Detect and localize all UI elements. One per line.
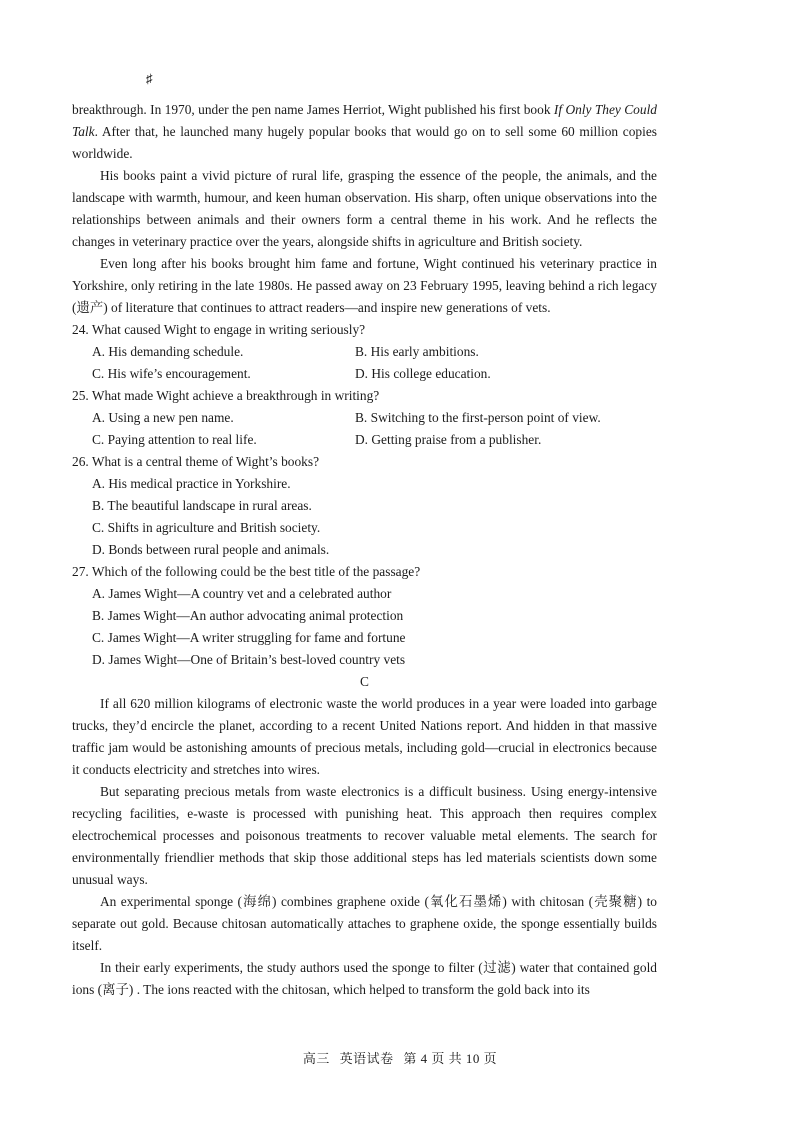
question-26-option-d[interactable]: D. Bonds between rural people and animals. xyxy=(92,542,330,557)
section-c-paragraph-4: In their early experiments, the study authors used the sponge to filter (过滤) water that contained gold ions (离子) . The ions reacted with the chitosan, which helped to transform the gold back into its xyxy=(72,960,657,997)
question-26-stem: 26. What is a central theme of Wight’s books? xyxy=(72,454,320,469)
question-25-stem: 25. What made Wight achieve a breakthrough in writing? xyxy=(72,388,380,403)
question-27-option-b[interactable]: B. James Wight—An author advocating animal protection xyxy=(92,608,404,623)
question-25-options-row-1 xyxy=(72,407,657,429)
footer-page-number: 第 4 页 共 10 页 xyxy=(403,1051,498,1066)
question-24-option-b[interactable]: B. His early ambitions. xyxy=(355,344,479,359)
question-25-option-a[interactable]: A. Using a new pen name. xyxy=(92,410,234,425)
question-26-option-c[interactable]: C. Shifts in agriculture and British society. xyxy=(92,520,321,535)
paragraph-text: . After that, he launched many hugely popular books that would go on to sell some 60 million copies worldwide. xyxy=(72,124,657,161)
footer-subject: 英语试卷 xyxy=(339,1051,394,1066)
book-title: If Only They Could Talk xyxy=(72,102,657,139)
question-25-option-b[interactable]: B. Switching to the first-person point of view. xyxy=(355,410,601,425)
question-24-stem: 24. What caused Wight to engage in writing seriously? xyxy=(72,322,366,337)
section-c-paragraph-2: But separating precious metals from waste electronics is a difficult business. Using energy-intensive recycling facilities, e-waste is processed with punishing heat. This approach then requires complex electrochemical processes and poisonous treatments to recover valuable metal elements. The search for environmentally friendlier methods that skip those additional steps has led materials scientists down some unusual ways. xyxy=(72,784,657,887)
question-27-option-d[interactable]: D. James Wight—One of Britain’s best-loved country vets xyxy=(92,652,406,667)
question-24-options-row-2 xyxy=(72,363,657,385)
question-24-options-row-1 xyxy=(72,341,657,363)
question-27-options xyxy=(72,583,657,671)
passage-b-paragraph-3: Even long after his books brought him fame and fortune, Wight continued his veterinary practice in Yorkshire, only retiring in the late 1980s. He passed away on 23 February 1995, leaving behind a rich legacy (遗产) of literature that continues to attract readers—and inspire new generations of vets. xyxy=(72,256,657,315)
question-27-option-c[interactable]: C. James Wight—A writer struggling for fame and fortune xyxy=(92,630,406,645)
question-25-option-c[interactable]: C. Paying attention to real life. xyxy=(92,432,257,447)
page-footer xyxy=(0,1048,800,1070)
question-24-option-d[interactable]: D. His college education. xyxy=(355,366,491,381)
question-26-option-b[interactable]: B. The beautiful landscape in rural areas. xyxy=(92,498,312,513)
question-27-option-a[interactable]: A. James Wight—A country vet and a celebrated author xyxy=(92,586,392,601)
passage-b-paragraph-1 xyxy=(72,99,657,165)
passage-b-paragraph-2: His books paint a vivid picture of rural life, grasping the essence of the people, the animals, and the landscape with warmth, humour, and keen human observation. His sharp, often unique observations into the relationships between animals and their owners form a central theme in his work. And he reflects the changes in veterinary practice over the years, alongside shifts in agriculture and British society. xyxy=(72,168,657,249)
page-content xyxy=(72,99,657,1001)
question-26-option-a[interactable]: A. His medical practice in Yorkshire. xyxy=(92,476,291,491)
page-mark: ♯ xyxy=(146,71,153,86)
section-c-paragraph-3: An experimental sponge (海绵) combines graphene oxide (氧化石墨烯) with chitosan (壳聚糖) to separate out gold. Because chitosan automatically attaches to graphene oxide, the sponge essentially builds itself. xyxy=(72,894,657,953)
question-25-options-row-2 xyxy=(72,429,657,451)
question-25-option-d[interactable]: D. Getting praise from a publisher. xyxy=(355,432,542,447)
question-26-options xyxy=(72,473,657,561)
question-24-option-c[interactable]: C. His wife’s encouragement. xyxy=(92,366,251,381)
paragraph-text: breakthrough. In 1970, under the pen name James Herriot, Wight published his first book xyxy=(72,102,554,117)
section-c-heading: C xyxy=(360,674,369,689)
section-c-paragraph-1: If all 620 million kilograms of electronic waste the world produces in a year were loaded into garbage trucks, they’d encircle the planet, according to a recent United Nations report. And hidden in that massive traffic jam would be astonishing amounts of precious metals, including gold—crucial in electronics because it conducts electricity and stretches into wires. xyxy=(72,696,657,777)
footer-grade: 高三 xyxy=(302,1051,330,1066)
question-27-stem: 27. Which of the following could be the best title of the passage? xyxy=(72,564,421,579)
question-24-option-a[interactable]: A. His demanding schedule. xyxy=(92,344,244,359)
